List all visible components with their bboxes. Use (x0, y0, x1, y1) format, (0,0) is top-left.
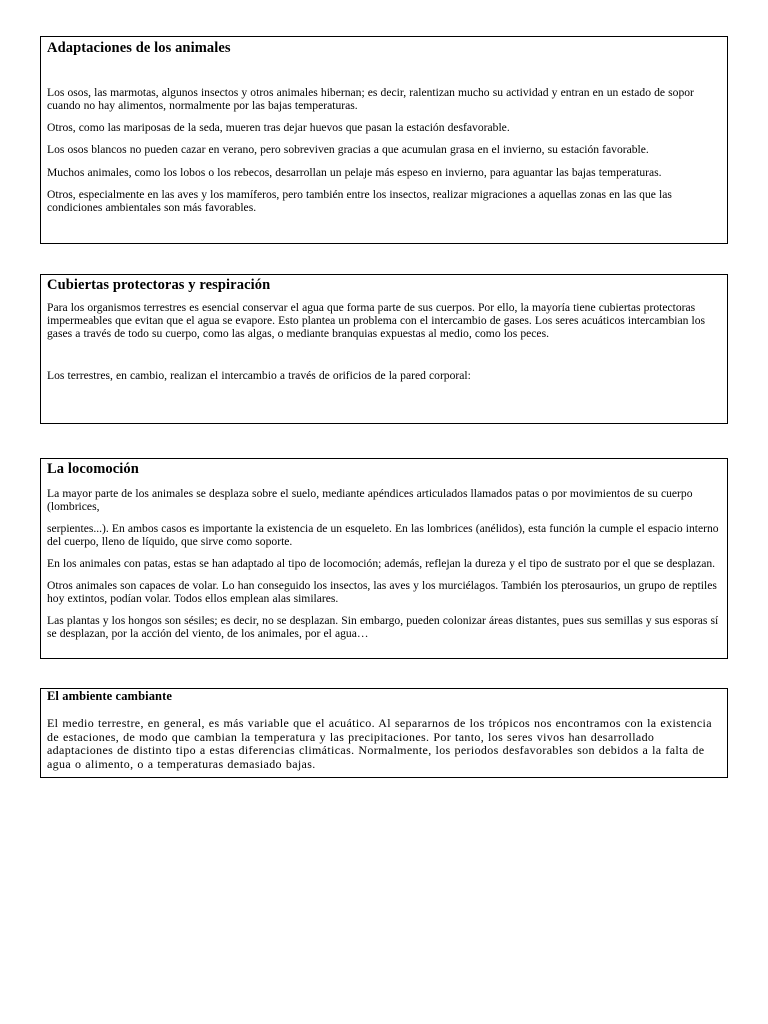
paragraph: La mayor parte de los animales se desplaza sobre el suelo, mediante apéndices articulados llamados patas o por movimientos de su cuerpo (lombrices, (47, 487, 693, 513)
paragraph: Para los organismos terrestres es esencial conservar el agua que forma parte de sus cuerpos. Por ello, la mayoría tiene cubiertas protectoras impermeables que evitan que el agua se evapore. Esto plantea un problema con el intercambio de gases. Los seres acuáticos intercambian los gases a través de todo su cuerpo, como las algas, o mediante branquias expuestas al medio, como los peces. (47, 301, 706, 340)
section-ambiente-box (40, 688, 728, 778)
paragraph: El medio terrestre, en general, es más variable que el acuático. Al separarnos de los trópicos nos encontramos con la existencia de estaciones, de modo que cambian la temperatura y las precipitaciones. Por tanto, los seres vivos han desarrollado adaptaciones de distinto tipo a estas diferencias climáticas. Normalmente, los periodos desfavorables son debidos a la falta de agua o alimento, o a temperaturas demasiado bajas. (47, 716, 712, 771)
section-title: El ambiente cambiante (47, 689, 173, 703)
paragraph: Otros animales son capaces de volar. Lo han conseguido los insectos, las aves y los murciélagos. También los pterosaurios, un grupo de reptiles hoy extintos, podían volar. Todos ellos emplean alas similares. (47, 579, 717, 605)
paragraph: Muchos animales, como los lobos o los rebecos, desarrollan un pelaje más espeso en invierno, para aguantar las bajas temperaturas. (47, 166, 662, 179)
paragraph: En los animales con patas, estas se han adaptado al tipo de locomoción; además, reflejan la dureza y el tipo de sustrato por el que se desplazan. (47, 557, 716, 570)
paragraph: Otros, como las mariposas de la seda, mueren tras dejar huevos que pasan la estación desfavorable. (47, 121, 510, 134)
paragraph: serpientes...). En ambos casos es importante la existencia de un esqueleto. En las lombrices (anélidos), esta función la cumple el espacio interno del cuerpo, lleno de líquido, que sirve como soporte. (47, 522, 719, 548)
section-title: La locomoción (47, 461, 139, 477)
paragraph: Las plantas y los hongos son sésiles; es decir, no se desplazan. Sin embargo, pueden colonizar áreas distantes, pues sus semillas y sus esporas sí se desplazan, por la acción del viento, de los animales, por el agua… (47, 614, 719, 640)
paragraph: Los osos blancos no pueden cazar en verano, pero sobreviven gracias a que acumulan grasa en el invierno, su estación favorable. (47, 143, 649, 156)
section-adaptaciones-box (40, 36, 728, 244)
section-title: Adaptaciones de los animales (47, 40, 231, 56)
section-title: Cubiertas protectoras y respiración (47, 277, 271, 293)
paragraph: Otros, especialmente en las aves y los mamíferos, pero también entre los insectos, realizar migraciones a aquellas zonas en las que las condiciones ambientales son más favorables. (47, 188, 672, 214)
section-locomocion-box (40, 458, 728, 659)
section-cubiertas-box (40, 274, 728, 424)
paragraph: Los osos, las marmotas, algunos insectos y otros animales hibernan; es decir, ralentizan mucho su actividad y entran en un estado de sopor cuando no hay alimentos, normalmente por las bajas temperaturas. (47, 86, 694, 112)
paragraph: Los terrestres, en cambio, realizan el intercambio a través de orificios de la pared corporal: (47, 369, 471, 382)
